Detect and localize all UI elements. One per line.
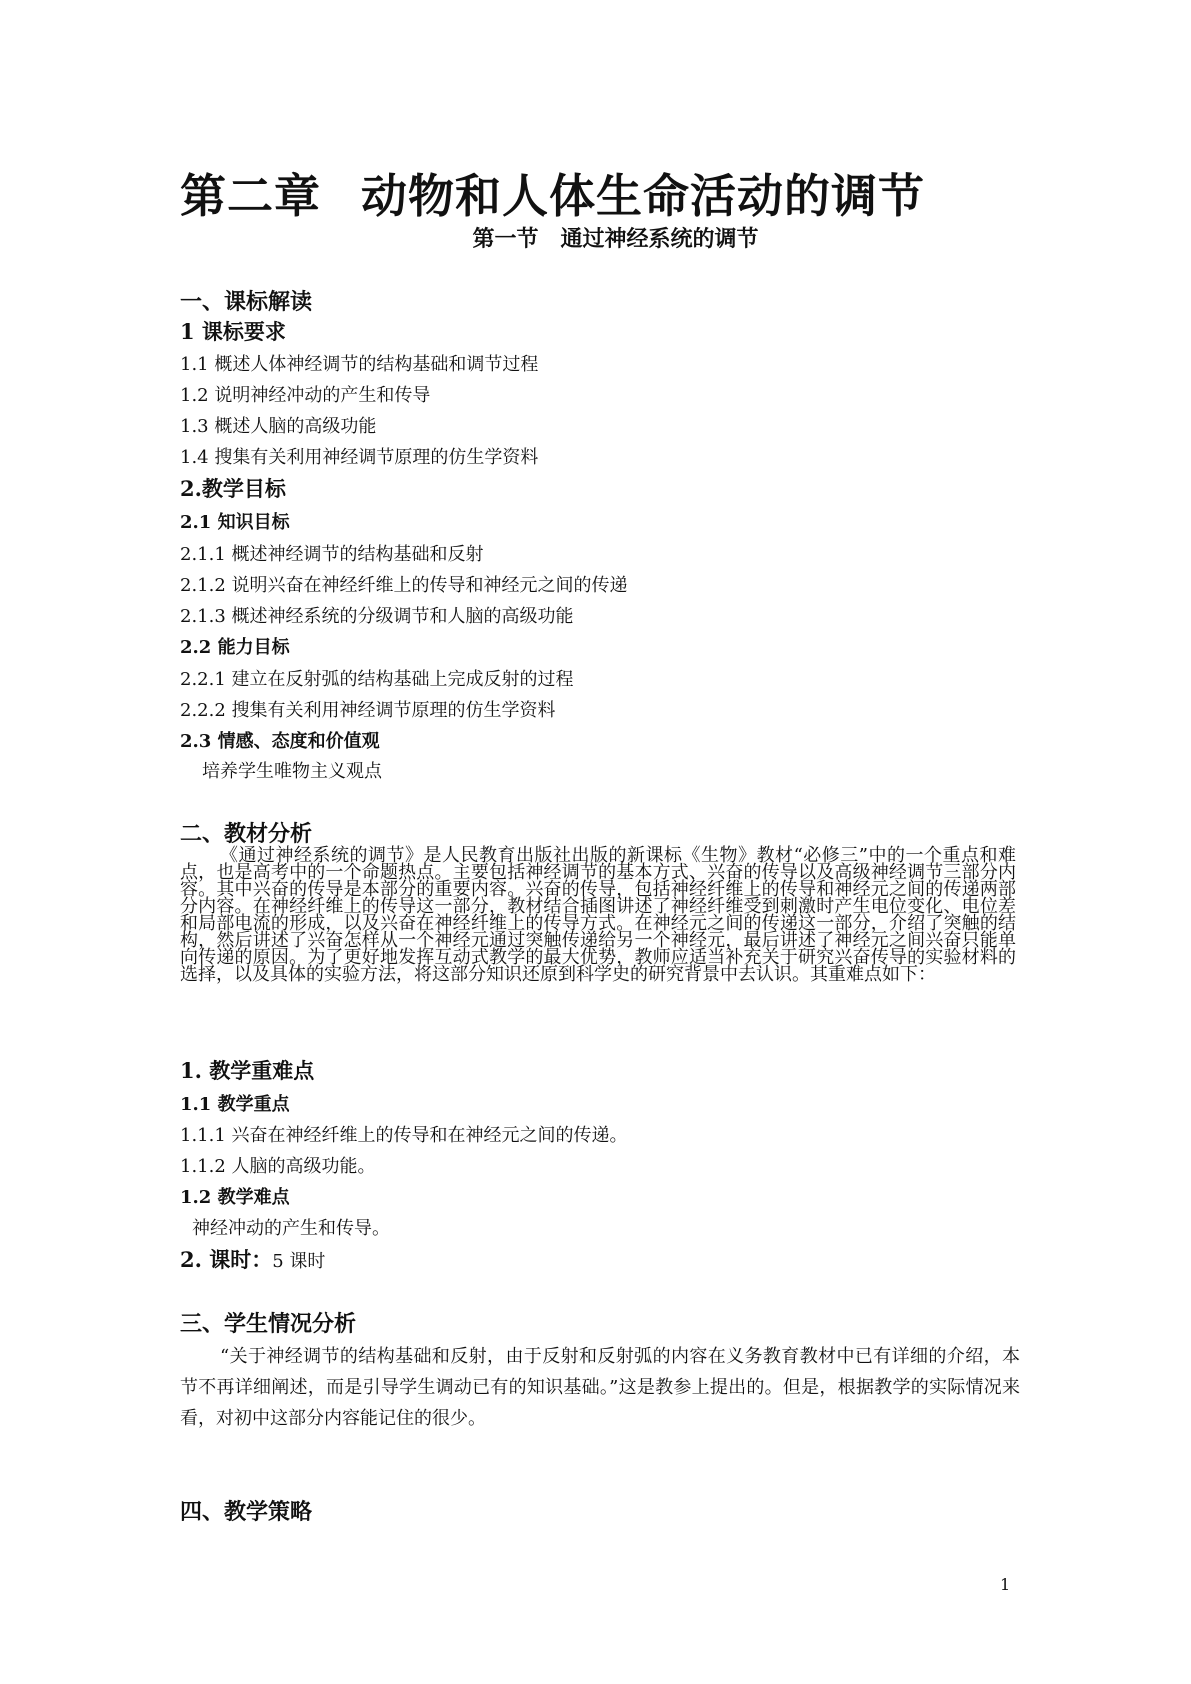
difficulty-text: 神经冲动的产生和传导。 bbox=[192, 1218, 390, 1239]
section-title: 通过神经系统的调节 bbox=[560, 226, 759, 252]
page-number: 1 bbox=[1000, 1575, 1011, 1594]
focus-item: 1.1.2 人脑的高级功能。 bbox=[180, 1156, 376, 1177]
class-hours-value: 5 课时 bbox=[272, 1251, 326, 1272]
material-analysis-paragraph: 《通过神经系统的调节》是人民教育出版社出版的新课标《生物》教材“必修三”中的一个重点和难点，也是高考中的一个命题热点。主要包括神经调节的基本方式、兴奋的传导以及高级神经调节三部分内容。其中兴奋的传导是本部分的重要内容。兴奋的传导，包括神经纤维上的传导和神经元之间的传递两部分内容。在神经纤维上的传导这一部分，教材结合插图讲述了神经纤维受到刺激时产生电位变化、电位差和局部电流的形成，以及兴奋在神经纤维上的传导方式。在神经元之间的传递这一部分，介绍了突触的结构，然后讲述了兴奋怎样从一个神经元通过突触传递给另一个神经元，最后讲述了神经元之间兴奋只能单向传递的原因。为了更好地发挥互动式教学的最大优势，教师应适当补充关于研究兴奋传导的实验材料的选择，以及具体的实验方法，将这部分知识还原到科学史的研究背景中去认识。其重难点如下： bbox=[180, 845, 1016, 985]
requirements-heading: 1 课标要求 bbox=[180, 319, 286, 344]
class-hours-label: 2. 课时： bbox=[180, 1247, 273, 1272]
class-hours bbox=[180, 1244, 325, 1274]
requirement-item: 1.1 概述人体神经调节的结构基础和调节过程 bbox=[180, 354, 539, 375]
requirement-item: 1.4 搜集有关利用神经调节原理的仿生学资料 bbox=[180, 447, 539, 468]
difficulty-heading: 1.2 教学难点 bbox=[180, 1187, 290, 1208]
ability-goal-item: 2.2.1 建立在反射弧的结构基础上完成反射的过程 bbox=[180, 669, 574, 690]
focus-heading: 1.1 教学重点 bbox=[180, 1094, 290, 1115]
ability-goal-item: 2.2.2 搜集有关利用神经调节原理的仿生学资料 bbox=[180, 700, 556, 721]
knowledge-goal-item: 2.1.2 说明兴奋在神经纤维上的传导和神经元之间的传递 bbox=[180, 575, 628, 596]
focus-item: 1.1.1 兴奋在神经纤维上的传导和在神经元之间的传递。 bbox=[180, 1125, 628, 1146]
chapter-title: 动物和人体生命活动的调节 bbox=[361, 169, 925, 223]
part4-heading: 四、教学策略 bbox=[180, 1499, 313, 1525]
knowledge-goals-heading: 2.1 知识目标 bbox=[180, 512, 290, 533]
emotion-goals-heading: 2.3 情感、态度和价值观 bbox=[180, 731, 380, 752]
knowledge-goal-item: 2.1.3 概述神经系统的分级调节和人脑的高级功能 bbox=[180, 606, 574, 627]
student-analysis-paragraph: “关于神经调节的结构基础和反射，由于反射和反射弧的内容在义务教育教材中已有详细的介绍，本节不再详细阐述，而是引导学生调动已有的知识基础。”这是教参上提出的。但是，根据教学的实际情况来看，对初中这部分内容能记住的很少。 bbox=[180, 1346, 1020, 1429]
requirement-item: 1.3 概述人脑的高级功能 bbox=[180, 416, 377, 437]
chapter-number: 第二章 bbox=[180, 169, 321, 223]
key-points-heading: 1. 教学重难点 bbox=[180, 1058, 315, 1083]
part1-heading: 一、课标解读 bbox=[180, 289, 313, 315]
emotion-goal-text: 培养学生唯物主义观点 bbox=[202, 761, 382, 782]
requirement-item: 1.2 说明神经冲动的产生和传导 bbox=[180, 385, 431, 406]
ability-goals-heading: 2.2 能力目标 bbox=[180, 637, 290, 658]
section-heading bbox=[0, 222, 1191, 253]
goals-heading: 2.教学目标 bbox=[180, 476, 286, 501]
section-number: 第一节 bbox=[472, 226, 539, 252]
chapter-heading bbox=[180, 160, 925, 226]
part2-heading: 二、教材分析 bbox=[180, 821, 313, 847]
knowledge-goal-item: 2.1.1 概述神经调节的结构基础和反射 bbox=[180, 544, 484, 565]
part3-heading: 三、学生情况分析 bbox=[180, 1311, 357, 1337]
